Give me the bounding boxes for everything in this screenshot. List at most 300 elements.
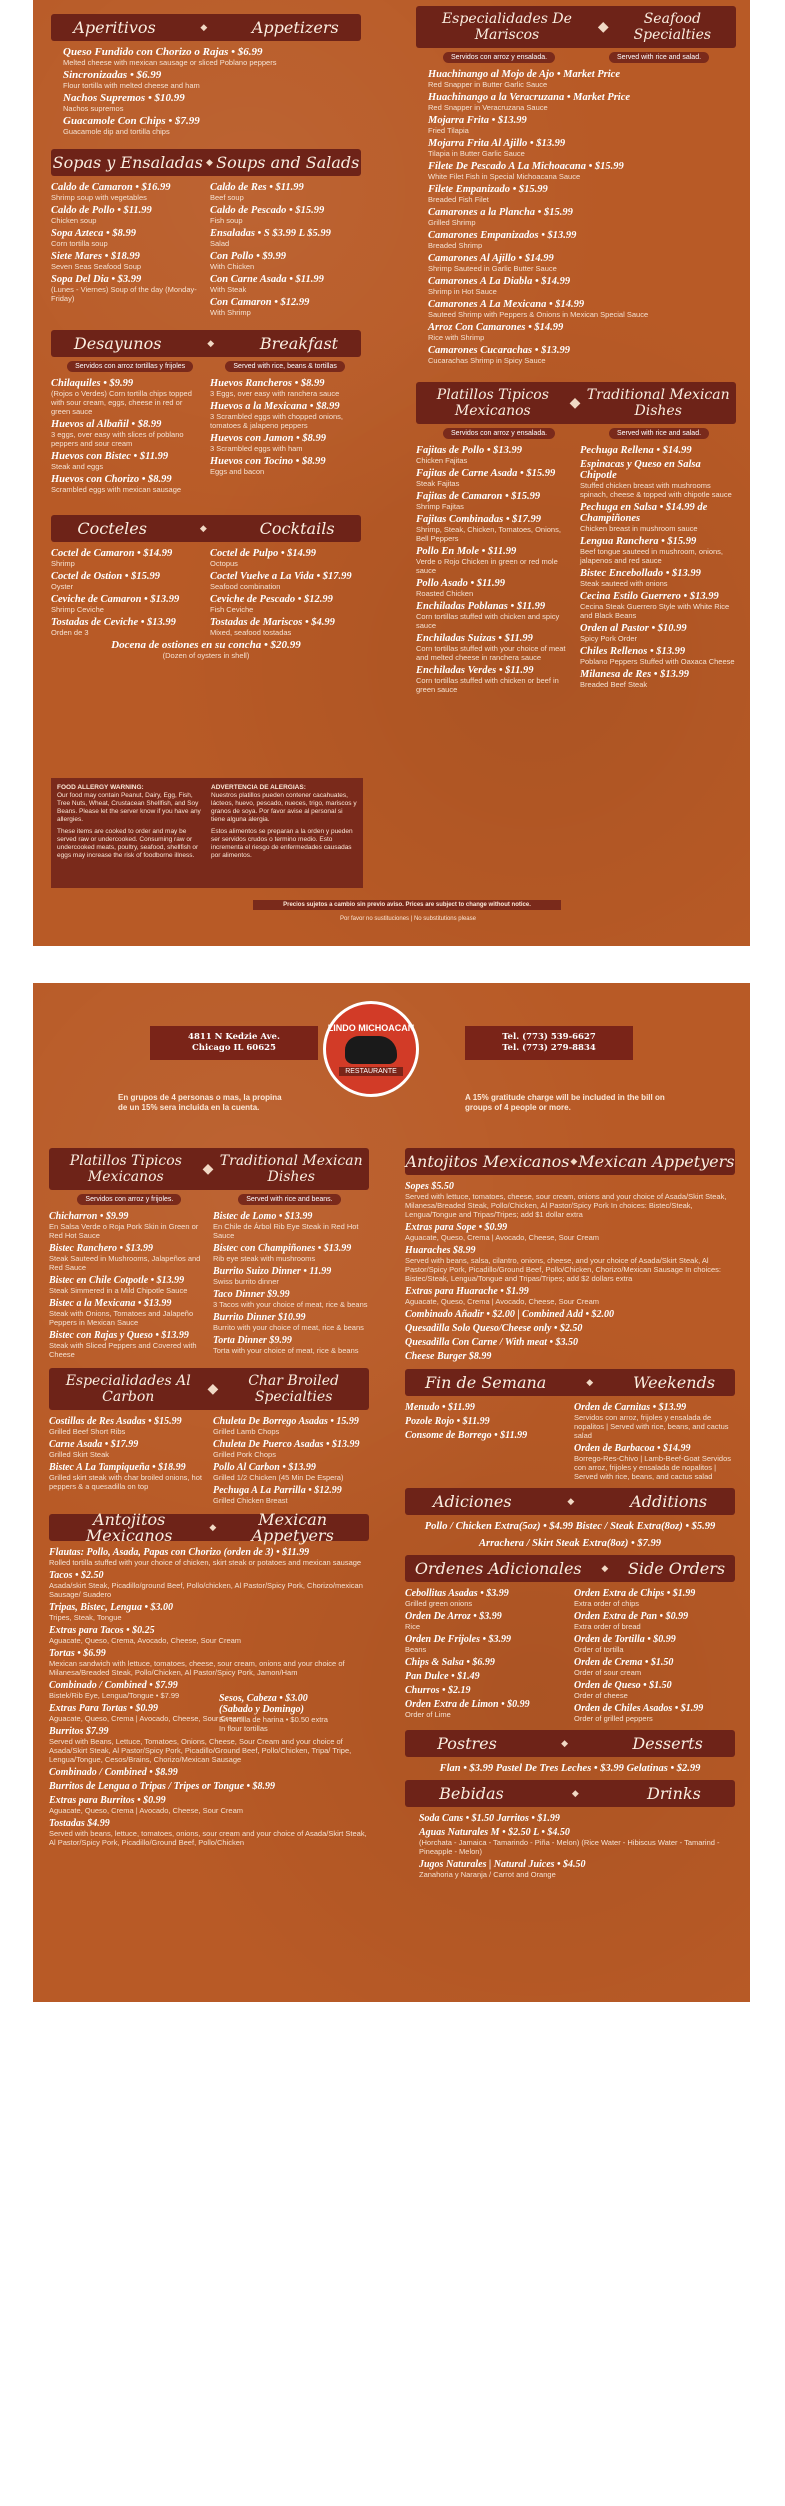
diamond-icon: ◆: [206, 157, 213, 168]
item-name: Bistec Ranchero • $13.99: [49, 1243, 154, 1254]
address-line-2: Chicago IL 60625: [192, 1043, 276, 1053]
menu-item: [51, 274, 202, 303]
menu-item: [210, 228, 361, 248]
item-name: Extras para Burritos • $0.99: [49, 1795, 166, 1806]
item-name: Enchiladas Poblanas • $11.99: [416, 601, 546, 612]
diamond-icon: ◆: [601, 1563, 609, 1574]
item-description: Grilled 1/2 Chicken (45 Min De Espera): [213, 1473, 344, 1482]
item-name: Queso Fundido con Chorizo o Rajas • $6.99: [63, 46, 263, 58]
item-name: Filete Empanizado • $15.99: [428, 184, 548, 195]
item-description: Rolled tortilla stuffed with your choice of chicken, skirt steak or potatoes and mexican sausage: [49, 1558, 362, 1567]
item-name: Pollo En Mole • $11.99: [416, 546, 517, 557]
item-description: Seafood combination: [210, 582, 281, 591]
menu-item: [428, 138, 736, 158]
item-description: Aguacate, Queso, Crema | Avocado, Cheese, Sour Cream: [49, 1714, 243, 1723]
menu-item: [210, 617, 361, 637]
item-description: 3 eggs, over easy with slices of poblano peppers and sour cream: [51, 430, 184, 448]
menu-item: [51, 251, 202, 271]
menu-item: [574, 1680, 735, 1700]
section-title-es: Platillos Tipicos Mexicanos: [436, 387, 549, 419]
item-name: Chuleta De Borrego Asadas • 15.99: [213, 1416, 359, 1427]
item-name: Orden Extra de Pan • $0.99: [574, 1611, 689, 1622]
menu-item: [213, 1335, 369, 1355]
section-subtitle-row: [51, 361, 361, 372]
item-description: (Horchata - Jamaica - Tamarindo - Piña - Melon) (Rice Water - Hibiscus Water - Tamarind - Pineapple - Melon): [419, 1838, 720, 1856]
item-name: Huachinango al Mojo de Ajo • Market Price: [428, 69, 621, 80]
menu-item: [405, 1245, 735, 1283]
menu-item: [210, 297, 361, 317]
menu-item: [428, 276, 736, 296]
menu-item: [49, 1298, 205, 1327]
logo-name: LINDO MICHOACAN: [327, 1022, 415, 1033]
item-description: White Filet Fish in Special Michoacana Sauce: [428, 172, 581, 181]
item-name: Bistec a la Mexicana • $13.99: [49, 1298, 172, 1309]
item-name: Sopa Del Dia • $3.99: [51, 274, 142, 285]
item-name: Ensaladas • S $3.99 L $5.99: [210, 228, 331, 239]
menu-item: [405, 1430, 566, 1441]
subtitle-es: Servidos con arroz y ensalada.: [443, 428, 555, 439]
two-column-items: [51, 548, 361, 640]
item-name: Nachos Supremos • $10.99: [63, 92, 185, 104]
section-title-es: Cocteles: [77, 518, 147, 538]
section-title-en: Appetizers: [251, 17, 339, 37]
menu-item: [49, 1330, 205, 1359]
menu-item: [210, 205, 361, 225]
item-description: Served with Beans, Lettuce, Tomatoes, Onions, Cheese, Sour Cream and your choice of Asada/Skirt Steak, Al Pastor/Spicy Pork, Picadillo/Ground Beef, Pollo/Chicken, Tripa/ Tripe, Lengua/Tongue, Cesos/Brains, Chorizo/Mexican Sausage: [49, 1737, 352, 1764]
item-description: Grilled Lamb Chops: [213, 1427, 280, 1436]
item-name: Orden de Queso • $1.50: [574, 1680, 672, 1691]
item-description: Borrego-Res-Chivo | Lamb-Beef-Goat Servidos con arroz, frijoles y ensalada de nopalitos | Served with rice, beans, and cactus salad: [574, 1454, 732, 1481]
item-name: Bistec con Rajas y Queso • $13.99: [49, 1330, 189, 1341]
menu-item: [419, 1827, 735, 1856]
item-name: Camarones A La Mexicana • $14.99: [428, 299, 585, 310]
menu-item: [580, 646, 736, 666]
menu-item: [213, 1289, 369, 1309]
menu-item: [51, 571, 202, 591]
allergy-title-en: FOOD ALLERGY WARNING:: [57, 784, 144, 791]
allergy-columns: [57, 784, 357, 860]
item-list: [210, 378, 361, 497]
section-title-es: Platillos Tipicos Mexicanos: [69, 1153, 182, 1185]
item-list: [416, 445, 572, 697]
item-description: Scrambled eggs with mexican sausage: [51, 485, 182, 494]
section-title-es: Especialidades Al Carbon: [65, 1373, 191, 1405]
section-title-en: Soups and Salads: [216, 152, 360, 172]
item-name: Huaraches $8.99: [405, 1245, 476, 1256]
item-description: Aguacate, Queso, Crema, Avocado, Cheese, Sour Cream: [49, 1636, 242, 1645]
item-name: Combinado / Combined • $8.99: [49, 1767, 178, 1778]
subtitle-en: Served with rice, beans & tortillas: [225, 361, 345, 372]
menu-item: [49, 1547, 369, 1567]
allergy-text-es: Nuestros platillos pueden contener cacahuates, lácteos, huevo, pescado, nueces, trigo, mariscos y granos de soya. Por favor avise al personal si tiene alguna alergia.: [211, 792, 357, 823]
item-description: Grilled skirt steak with char broiled onions, hot peppers & a quesadilla on top: [49, 1473, 202, 1491]
item-description: 3 Eggs, over easy with ranchera sauce: [210, 389, 340, 398]
item-description: Cecina Steak Guerrero Style with White Rice and Black Beans: [580, 602, 730, 620]
item-name: Coctel Vuelve a La Vida • $17.99: [210, 571, 352, 582]
item-name: Carne Asada • $17.99: [49, 1439, 139, 1450]
item-name: Docena de ostiones en su concha • $20.99: [111, 639, 301, 651]
item-name: Torta Dinner $9.99: [213, 1335, 292, 1346]
menu-item: [574, 1634, 735, 1654]
menu-item: [405, 1699, 566, 1719]
item-description: Served with beans, salsa, cilantro, onions, cheese, and your choice of Asada/Skirt Steak, Al Pastor/Spicy Pork, Picadillo/Ground Beef, Pollo/Chicken, Chorizo/Mexican Sausage In choices: Bistec/Steak, Lengua/Tongue and Tripas/Tripes; add $2 dollars extra: [405, 1256, 721, 1283]
menu-item: [210, 182, 361, 202]
section-title-en: Traditional Mexican Dishes: [586, 387, 730, 419]
gratuity-note-es: En grupos de 4 personas o mas, la propina de un 15% sera incluida en la cuenta.: [118, 1093, 282, 1112]
phone-line-1: Tel. (773) 539-6627: [502, 1032, 596, 1042]
menu-item: [574, 1443, 735, 1481]
menu-item: [419, 1859, 735, 1879]
diamond-icon: ◆: [207, 1381, 219, 1397]
section-title-es: Adiciones: [432, 1491, 512, 1511]
item-name: Huevos a la Mexicana • $8.99: [210, 401, 340, 412]
menu-item: [213, 1266, 369, 1286]
menu-item: [49, 1275, 205, 1295]
item-name: Fajitas de Pollo • $13.99: [416, 445, 523, 456]
menu-item: [428, 345, 736, 365]
item-description-2: In flour tortillas: [219, 1724, 268, 1733]
item-name: Cheese Burger $8.99: [405, 1351, 492, 1362]
item-name: Enchiladas Verdes • $11.99: [416, 665, 534, 676]
menu-item: [580, 459, 736, 499]
menu-item: [574, 1402, 735, 1440]
item-description: With Steak: [210, 285, 247, 294]
menu-item: [49, 1439, 205, 1459]
item-name: Combinado / Combined • $7.99: [49, 1680, 178, 1691]
item-description: Guacamole dip and tortilla chips: [63, 127, 170, 136]
menu-item: [405, 1222, 735, 1242]
item-description: Corn tortillas stuffed with chicken or beef in green sauce: [416, 676, 559, 694]
section-title-en: Side Orders: [627, 1558, 726, 1578]
item-name: Camarones Cucarachas • $13.99: [428, 345, 570, 356]
menu-item: [416, 514, 572, 543]
menu-item: [428, 322, 736, 342]
item-description: Cucarachas Shrimp in Spicy Sauce: [428, 356, 546, 365]
additions-line-2: Arrachera / Skirt Steak Extra(8oz) • $7.99: [479, 1538, 661, 1549]
menu-item: [405, 1416, 566, 1427]
section-banner: [51, 14, 361, 41]
item-name: Pechuga A La Parrilla • $12.99: [213, 1485, 342, 1496]
menu-item: [405, 1337, 735, 1348]
item-name: Flautas: Pollo, Asada, Papas con Chorizo (orden de 3) • $11.99: [49, 1547, 310, 1558]
menu-item: [51, 548, 202, 568]
item-name: Aguas Naturales M • $2.50 L • $4.50: [419, 1827, 570, 1838]
menu-item: [416, 665, 572, 694]
menu-item: [210, 571, 361, 591]
item-name: Huachinango a la Veracruzana • Market Price: [428, 92, 631, 103]
subtitle-en: Served with rice and salad.: [609, 52, 709, 63]
diamond-icon: ◆: [597, 19, 609, 35]
address-ribbon: [150, 1026, 318, 1060]
menu-item: [405, 1657, 566, 1668]
menu-item: [49, 1781, 369, 1792]
item-description: Fish soup: [210, 216, 243, 225]
menu-item: [63, 70, 361, 90]
menu-item: [51, 228, 202, 248]
menu-item: [49, 1767, 369, 1778]
allergy-title-es: ADVERTENCIA DE ALERGIAS:: [211, 784, 306, 791]
item-name: Orden al Pastor • $10.99: [580, 623, 687, 634]
section-title-en: Additions: [630, 1491, 708, 1511]
section-title-es: Sopas y Ensaladas: [52, 152, 203, 172]
section-title-en: Traditional Mexican Dishes: [219, 1153, 363, 1185]
logo-restaurante: RESTAURANTE: [339, 1067, 403, 1076]
item-name: Mojarra Frita • $13.99: [428, 115, 527, 126]
item-name: Con Pollo • $9.99: [210, 251, 287, 262]
diamond-icon: ◆: [207, 338, 215, 349]
item-description: En Chile de Árbol Rib Eye Steak in Red Hot Sauce: [213, 1222, 359, 1240]
item-name: Pechuga Rellena • $14.99: [580, 445, 692, 456]
item-description: Corn tortillas stuffed with your choice of meat and melted cheese in ranchera sauce: [416, 644, 566, 662]
menu-item: [428, 184, 736, 204]
spacer: [51, 139, 361, 149]
item-name: Cecina Estilo Guerrero • $13.99: [580, 591, 719, 602]
item-name: Orden de Crema • $1.50: [574, 1657, 674, 1668]
item-description: Aguacate, Queso, Crema | Avocado, Cheese, Sour Cream: [405, 1297, 599, 1306]
item-name: Mojarra Frita Al Ajillo • $13.99: [428, 138, 566, 149]
item-name: Camarones a la Plancha • $15.99: [428, 207, 573, 218]
menu-item: [210, 274, 361, 294]
item-description: (Rojos o Verdes) Corn tortilla chips topped with sour cream, eggs, cheese in red or green sauce: [51, 389, 192, 416]
menu-item: [210, 251, 361, 271]
item-description: Mexican sandwich with lettuce, tomatoes, cheese, sour cream, onions and your choice of Milanesa/Breaded Steak, Pollo/Chicken, Al Pastor/Spicy Pork, Jamon/Ham: [49, 1659, 345, 1677]
item-name: Arroz Con Camarones • $14.99: [428, 322, 564, 333]
menu-item: [428, 92, 736, 112]
item-description: Steak Sauteed in Mushrooms, Jalapeños and Red Sauce: [49, 1254, 201, 1272]
menu-item: [49, 1625, 369, 1645]
item-name: Bistec de Lomo • $13.99: [213, 1211, 313, 1222]
menu-item: [574, 1588, 735, 1608]
item-description: Roasted Chicken: [416, 589, 474, 598]
menu-item: [213, 1416, 369, 1436]
item-list: [51, 378, 202, 497]
item-description: Sauteed Shrimp with Peppers & Onions in Mexican Special Sauce: [428, 310, 649, 319]
item-name: Huevos al Albañil • $8.99: [51, 419, 162, 430]
desserts-line: Flan • $3.99 Pastel De Tres Leches • $3.99 Gelatinas • $2.99: [439, 1763, 701, 1774]
menu-item: [405, 1323, 735, 1334]
menu-item: [405, 1286, 735, 1306]
item-name: Pechuga en Salsa • $14.99 de Champiñones: [580, 502, 708, 524]
diamond-icon: ◆: [200, 22, 208, 33]
item-name: Bistec Encebollado • $13.99: [580, 568, 701, 579]
item-name: Orden De Frijoles • $3.99: [405, 1634, 512, 1645]
allergy-text-en: Our food may contain Peanut, Dairy, Egg, Fish, Tree Nuts, Wheat, Crustacean Shellfish, and Soy Beans. Please let the server know if you have any allergies.: [57, 792, 201, 823]
item-name: Filete De Pescado A La Michoacana • $15.99: [428, 161, 624, 172]
diamond-icon: ◆: [561, 1738, 569, 1749]
item-name: Churros • $2.19: [405, 1685, 471, 1696]
item-description: Served with beans, lettuce, tomatoes, onions, sour cream and your choice of Asada/Skirt Steak, Al Pastor/Spicy Pork, Picadillo/Ground Beef, Pollo/Chicken: [49, 1829, 367, 1847]
item-list: [574, 1402, 735, 1484]
add-egg-item: Agregar Huevo / Add Egg • $7.99: [214, 2495, 352, 2506]
menu-item: [213, 1462, 369, 1482]
menu-item: [416, 468, 572, 488]
item-description: (Lunes - Viernes) Soup of the day (Monday-Friday): [51, 285, 197, 303]
menu-page-1: [33, 0, 750, 946]
menu-item: [428, 115, 736, 135]
menu-item: [51, 474, 202, 494]
menu-item: [580, 669, 736, 689]
item-name: Caldo de Pollo • $11.99: [51, 205, 152, 216]
item-description: Corn tortilla soup: [51, 239, 108, 248]
subtitle-en: Served with rice and beans.: [238, 1194, 340, 1205]
allergy-es: [211, 784, 357, 860]
item-description: Mixed, seafood tostadas: [210, 628, 292, 637]
section-banner: [51, 149, 361, 176]
item-description: Tilapia in Butter Garlic Sauce: [428, 149, 525, 158]
item-name: Huevos con Jamon • $8.99: [210, 433, 326, 444]
item-list: [210, 182, 361, 320]
section-banner: [51, 515, 361, 542]
section-title-en: Cocktails: [259, 518, 335, 538]
menu-item: [419, 1813, 735, 1824]
item-name: Camarones A La Diabla • $14.99: [428, 276, 571, 287]
item-name: Bistec en Chile Cotpotle • $13.99: [49, 1275, 185, 1286]
item-description: Asada/skirt Steak, Picadillo/ground Beef, Pollo/chicken, Al Pastor/Spicy Pork, Chorizo/mexican Sausage/ Suadero: [49, 1581, 363, 1599]
item-description: Beef tongue sauteed in mushroom, onions, jalapenos and red sauce: [580, 547, 724, 565]
item-name: Burrito Suizo Dinner • 11.99: [213, 1266, 332, 1277]
section-title-es: Ordenes Adicionales: [414, 1558, 582, 1578]
diamond-icon: ◆: [202, 1161, 214, 1177]
diamond-icon: ◆: [199, 523, 207, 534]
item-name: Caldo de Pescado • $15.99: [210, 205, 325, 216]
item-name: Orden De Arroz • $3.99: [405, 1611, 502, 1622]
menu-item: [574, 1703, 735, 1723]
item-description: Red Snapper in Veracruzana Sauce: [428, 103, 548, 112]
item-description: Grilled Shrimp: [428, 218, 476, 227]
section-title-en: Seafood Specialties: [633, 11, 712, 43]
item-name: Sopa Azteca • $8.99: [51, 228, 136, 239]
page2-right-column: [405, 1148, 735, 1882]
menu-item: [213, 1211, 369, 1240]
menu-item: [416, 491, 572, 511]
item-description: En Salsa Verde o Roja Pork Skin in Green or Red Hot Sauce: [49, 1222, 199, 1240]
item-name: Fajitas Combinadas • $17.99: [416, 514, 542, 525]
item-list: [213, 1416, 369, 1508]
item-description: Extra order of bread: [574, 1622, 641, 1631]
item-description: Aguacate, Queso, Crema | Avocado, Cheese, Sour Cream: [49, 1806, 243, 1815]
menu-item: [405, 1685, 566, 1696]
section-banner: [405, 1369, 735, 1396]
allergy-notice: [51, 778, 363, 888]
item-description: Steak sauteed with onions: [580, 579, 668, 588]
item-name: Siete Mares • $18.99: [51, 251, 140, 262]
item-description: Shrimp Sauteed in Garlic Butter Sauce: [428, 264, 557, 273]
menu-item: [405, 1671, 566, 1682]
address-line-1: 4811 N Kedzie Ave.: [188, 1032, 280, 1042]
item-list: [405, 1813, 735, 1879]
item-description: Stuffed chicken breast with mushrooms spinach, cheese & topped with chipotle sauce: [580, 481, 732, 499]
menu-item: [51, 378, 202, 416]
item-name: Fajitas de Carne Asada • $15.99: [416, 468, 556, 479]
subtitle-en: Served with rice and salad.: [609, 428, 709, 439]
item-description: Served with lettuce, tomatoes, cheese, sour cream, onions and your choice of Asada/Skirt Steak, Milanesa/Breaded Steak, Pollo/Chicken, Al Pastor/Spicy Pork In choices: Bistec/Steak, Lengua/Tongue and Tripas/Tripes; add $1 dollar extra: [405, 1192, 727, 1219]
item-description: With Chicken: [210, 262, 255, 271]
item-list: [405, 1402, 566, 1484]
menu-item: [49, 1795, 369, 1815]
item-list: [416, 69, 736, 365]
item-list: [213, 1211, 369, 1362]
item-description: Zanahoria y Naranja / Carrot and Orange: [419, 1870, 556, 1879]
menu-item: [49, 1818, 369, 1847]
item-description: Breaded Shrimp: [428, 241, 483, 250]
menu-item: [405, 1351, 735, 1362]
item-name: Bistec con Champiñones • $13.99: [213, 1243, 352, 1254]
section-banner: [49, 1509, 369, 1545]
item-name-2: (Sabado y Domingo): [219, 1704, 304, 1715]
section-banner: [49, 1368, 369, 1410]
item-list: [574, 1588, 735, 1726]
menu-item: [580, 591, 736, 620]
menu-item: [405, 1588, 566, 1608]
item-name: Pozole Rojo • $11.99: [405, 1416, 490, 1427]
section-subtitle-row: [49, 1194, 369, 1205]
menu-item: [580, 445, 736, 456]
item-description: Swiss burrito dinner: [213, 1277, 279, 1286]
item-name: Orden de Barbacoa • $14.99: [574, 1443, 691, 1454]
menu-item: [405, 1634, 566, 1654]
item-description: Shrimp in Hot Sauce: [428, 287, 497, 296]
item-description: Eggs and bacon: [210, 467, 265, 476]
item-description: Order of tortilla: [574, 1645, 624, 1654]
item-description: Shrimp: [51, 559, 75, 568]
menu-item: [51, 640, 361, 660]
item-name: Ceviche de Pescado • $12.99: [210, 594, 333, 605]
item-name: Con Camaron • $12.99: [210, 297, 310, 308]
section-title-es: Antojitos Mexicanos: [405, 1151, 570, 1171]
diamond-icon: ◆: [570, 1156, 578, 1167]
menu-item: [210, 456, 361, 476]
item-description: Bistek/Rib Eye, Lengua/Tongue • $7.99: [49, 1691, 180, 1700]
item-name: Coctel de Camaron • $14.99: [51, 548, 173, 559]
item-description: Oyster: [51, 582, 74, 591]
phone-line-2: Tel. (773) 279-8834: [502, 1043, 596, 1053]
two-column-items: [51, 182, 361, 320]
menu-item: [213, 1243, 369, 1263]
additions-line-1: Pollo / Chicken Extra(5oz) • $4.99 Bistec / Steak Extra(8oz) • $5.99: [424, 1521, 716, 1532]
item-description: Burrito with your choice of meat, rice & beans: [213, 1323, 364, 1332]
item-name: Huevos con Tocino • $8.99: [210, 456, 326, 467]
item-description: Breaded Beef Steak: [580, 680, 648, 689]
item-description: Order of cheese: [574, 1691, 628, 1700]
item-name: Chilaquiles • $9.99: [51, 378, 134, 389]
section-title-en: Breakfast: [259, 333, 339, 353]
item-name: Chiles Rellenos • $13.99: [580, 646, 686, 657]
item-description: Extra order of chips: [574, 1599, 640, 1608]
menu-item: [49, 1416, 205, 1436]
item-description: Salad: [210, 239, 230, 248]
item-description: Shrimp Fajitas: [416, 502, 464, 511]
item-name: Extras para Tacos • $0.25: [49, 1625, 155, 1636]
item-description: Fish Ceviche: [210, 605, 254, 614]
item-description: Order of Lime: [405, 1710, 451, 1719]
item-description: Steak Simmered in a Mild Chipotle Sauce: [49, 1286, 188, 1295]
item-name: Orden Extra de Limon • $0.99: [405, 1699, 530, 1710]
menu-item: [63, 93, 361, 113]
item-description: Torta with your choice of meat, rice & beans: [213, 1346, 359, 1355]
item-name: Tripas, Bistec, Lengua • $3.00: [49, 1602, 173, 1613]
menu-item: [405, 1309, 735, 1320]
item-description: Corn tortillas stuffed with chicken and spicy sauce: [416, 612, 560, 630]
item-name: Burritos de Lengua o Tripas / Tripes or Tongue • $8.99: [49, 1781, 276, 1792]
item-description: Grilled Beef Short Ribs: [49, 1427, 126, 1436]
price-change-note: Precios sujetos a cambio sin previo aviso. Prices are subject to change without notice.: [253, 900, 561, 910]
item-description: Chicken soup: [51, 216, 97, 225]
item-name: Orden de Carnitas • $13.99: [574, 1402, 687, 1413]
section-title-es: Aperitivos: [73, 17, 156, 37]
item-description: Order of sour cream: [574, 1668, 642, 1677]
item-description: Rib eye steak with mushrooms: [213, 1254, 316, 1263]
menu-item: [428, 207, 736, 227]
